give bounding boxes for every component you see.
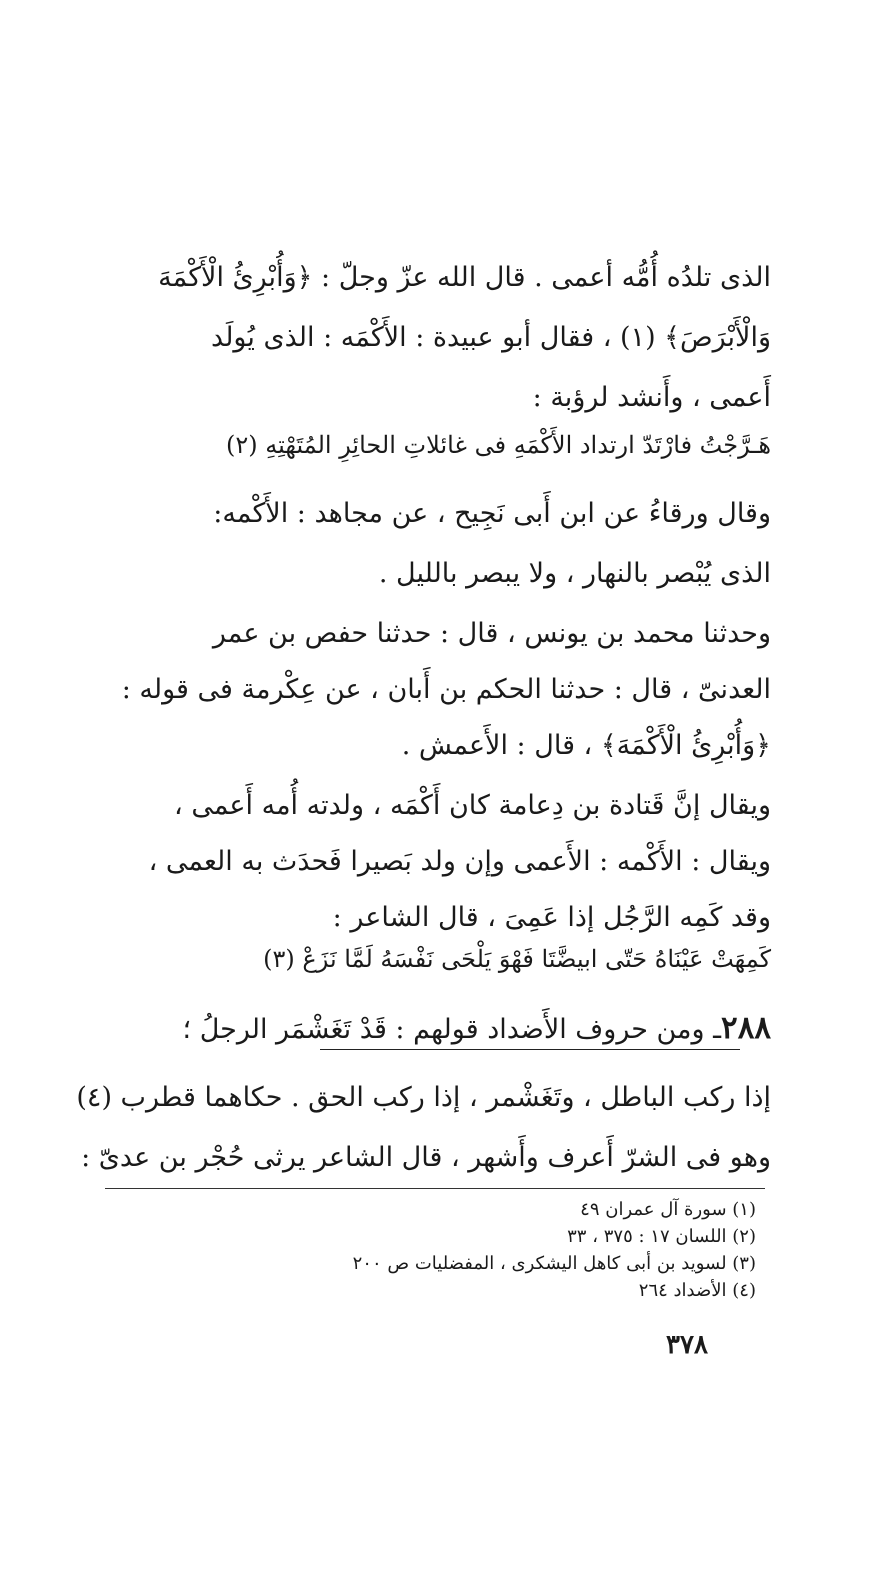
footnote: (٤) الأضداد ٢٦٤ (638, 1280, 756, 1301)
entry-first-line: ـ ومن حروف الأَضداد قولهم : قَدْ تَغَشْمَر الرجلُ ؛ (182, 1014, 722, 1045)
underline-rule (320, 1049, 740, 1050)
text-line: الذى تلدُه أُمُّه أعمى . قال الله عزّ وجلّ : ﴿وَأُبْرِئُ الْأَكْمَهَ (158, 262, 771, 293)
text-line: ويقال إنَّ قَتادة بن دِعامة كان أَكْمَه ، ولدته أُمه أَعمى ، (174, 790, 771, 821)
entry-heading-line (183, 1008, 771, 1050)
footnote-separator (105, 1188, 765, 1189)
footnote: (٣) لسويد بن أبى كاهل اليشكرى ، المفضليات ص ٢٠٠ (352, 1253, 756, 1274)
text-line: وحدثنا محمد بن يونس ، قال : حدثنا حفص بن عمر (212, 618, 771, 649)
text-line: وهو فى الشرّ أَعرف وأَشهر ، قال الشاعر يرثى حُجْر بن عدىّ : (81, 1142, 771, 1173)
poem-verse: هَـرَّجْتُ فارْتَدّ ارتداد الأَكْمَهِ فى غائلاتِ الحائِرِ المُتَهْتِهِ (٢) (226, 431, 771, 459)
footnote: (٢) اللسان ١٧ : ٣٧٥ ، ٣٣ (567, 1226, 756, 1247)
text-line: الذى يُبْصر بالنهار ، ولا يبصر بالليل . (378, 558, 771, 589)
text-line: ﴿وَأُبْرِئُ الْأَكْمَهَ﴾ ، قال : الأَعمش . (401, 730, 771, 761)
entry-number: ٢٨٨ (721, 1010, 771, 1046)
footnote: (١) سورة آل عمران ٤٩ (580, 1199, 756, 1220)
text-line: أَعمى ، وأَنشد لرؤبة : (532, 382, 771, 413)
poem-verse: كَمِهَتْ عَيْنَاهُ حَتّى ابيضَّتَا فَهْوَ يَلْحَى نَفْسَهُ لَمَّا نَزَعْ (٣) (263, 945, 771, 973)
page-number: ٣٧٨ (666, 1330, 708, 1360)
text-line: إذا ركب الباطل ، وتَغَشْمر ، إذا ركب الحق . حكاهما قطرب (٤) (76, 1082, 771, 1113)
text-line: وَالْأَبْرَصَ﴾ (١) ، فقال أبو عبيدة : الأَكْمَه : الذى يُولَد (211, 322, 771, 353)
text-line: وقال ورقاءُ عن ابن أَبى نَجِيح ، عن مجاهد : الأَكْمه: (213, 498, 771, 529)
text-line: العدنىّ ، قال : حدثنا الحكم بن أَبان ، عن عِكْرمة فى قوله : (121, 674, 771, 705)
text-line: ويقال : الأَكْمه : الأَعمى وإن ولد بَصيرا فَحدَث به العمى ، (148, 846, 771, 877)
text-line: وقد كَمِه الرَّجُل إذا عَمِىَ ، قال الشاعر : (332, 902, 771, 933)
